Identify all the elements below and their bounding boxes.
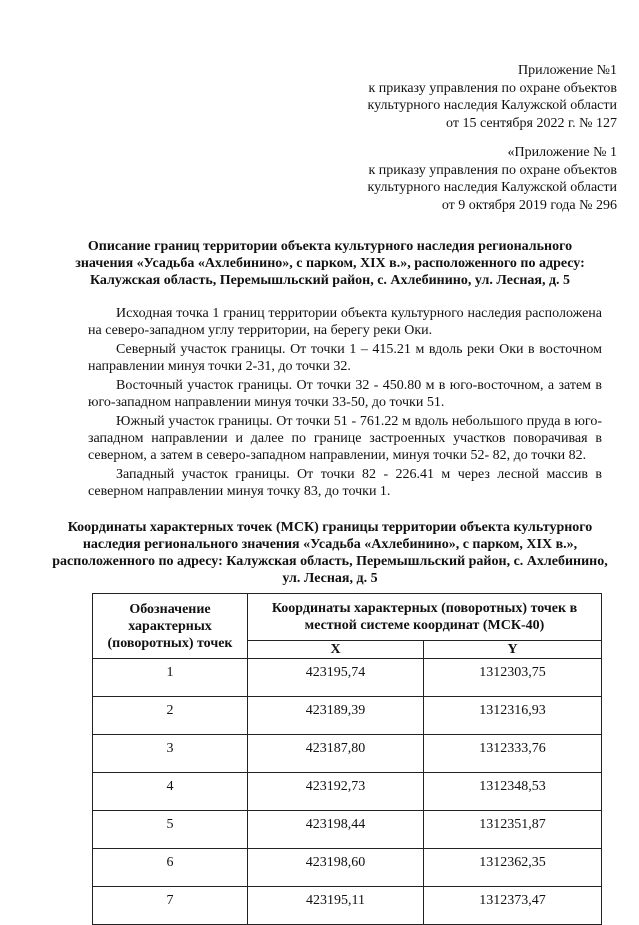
appendix-line: культурного наследия Калужской области [367, 180, 617, 195]
header-coordinates: Координаты характерных (поворотных) точек в местной системе координат (МСК-40) [248, 594, 602, 641]
coord-y: 1312348,53 [424, 773, 602, 811]
point-number: 2 [93, 697, 248, 735]
table-title: Координаты характерных точек (МСК) границы территории объекта культурного наследия регионального значения «Усадьба «Ахлебинино», с парком, XIX в.», расположенного по адресу: Калужская область, Перемышльский район, с. Ахлебинино, ул. Лесная, д. 5 [52, 520, 608, 586]
table-row [93, 735, 602, 773]
point-number: 7 [93, 887, 248, 925]
coord-y: 1312373,47 [424, 887, 602, 925]
coord-y: 1312351,87 [424, 811, 602, 849]
appendix-header-current [368, 62, 617, 132]
appendix-line: культурного наследия Калужской области [367, 98, 617, 113]
point-number: 3 [93, 735, 248, 773]
table-row [93, 887, 602, 925]
point-number: 5 [93, 811, 248, 849]
coord-x: 423198,44 [248, 811, 424, 849]
boundary-description [88, 305, 602, 502]
paragraph: Исходная точка 1 границ территории объекта культурного наследия расположена на северо-западном углу территории, на берегу реки Оки. [88, 306, 602, 338]
coord-x: 423198,60 [248, 849, 424, 887]
appendix-line: к приказу управления по охране объектов [368, 162, 617, 178]
coord-x: 423195,11 [248, 887, 424, 925]
coord-y: 1312333,76 [424, 735, 602, 773]
paragraph: Западный участок границы. От точки 82 - 226.41 м через лесной массив в северном направлении минуя точку 83, до точки 1. [88, 467, 602, 499]
appendix-line: «Приложение № 1 [507, 145, 617, 160]
description-title: Описание границ территории объекта культурного наследия регионального значения «Усадьба «Ахлебинино», с парком, XIX в.», расположенного по адресу: Калужская область, Перемышльский район, с. Ахлебинино, ул. Лесная, д. 5 [75, 239, 585, 288]
point-number: 1 [93, 659, 248, 697]
appendix-line: от 15 сентября 2022 г. № 127 [446, 115, 617, 131]
header-y: Y [424, 641, 602, 659]
coord-x: 423192,73 [248, 773, 424, 811]
appendix-line: Приложение №1 [518, 63, 617, 78]
header-point-label: Обозначение характерных (поворотных) точек [93, 594, 248, 659]
coord-x: 423189,39 [248, 697, 424, 735]
table-row [93, 811, 602, 849]
paragraph: Восточный участок границы. От точки 32 - 450.80 м в юго-восточном, а затем в юго-западном направлении минуя точки 33-50, до точки 51. [88, 378, 602, 410]
appendix-header-previous [368, 144, 617, 214]
coordinates-table [92, 593, 602, 925]
header-x: X [248, 641, 424, 659]
coord-y: 1312362,35 [424, 849, 602, 887]
paragraph: Южный участок границы. От точки 51 - 761.22 м вдоль небольшого пруда в юго-западном направлении и далее по границе застроенных участков поворачивая в северном, а затем в северо-западном направлении, минуя точки 52- 82, до точки 82. [88, 414, 602, 463]
table-row [93, 773, 602, 811]
coord-x: 423195,74 [248, 659, 424, 697]
paragraph: Северный участок границы. От точки 1 – 415.21 м вдоль реки Оки в восточном направлении минуя точки 2-31, до точки 32. [88, 342, 602, 374]
appendix-line: от 9 октября 2019 года № 296 [441, 197, 617, 213]
coord-y: 1312303,75 [424, 659, 602, 697]
coord-x: 423187,80 [248, 735, 424, 773]
table-row [93, 849, 602, 887]
table-row [93, 697, 602, 735]
table-row [93, 659, 602, 697]
point-number: 4 [93, 773, 248, 811]
coord-y: 1312316,93 [424, 697, 602, 735]
point-number: 6 [93, 849, 248, 887]
appendix-line: к приказу управления по охране объектов [368, 80, 617, 96]
